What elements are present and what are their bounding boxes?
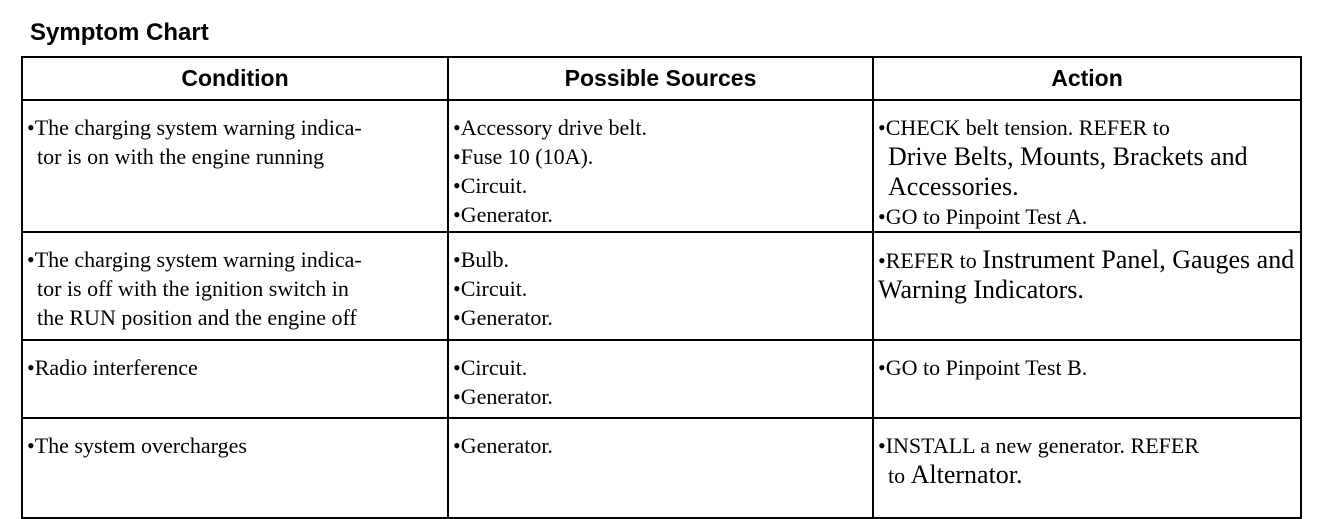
header-possible-sources: Possible Sources [448,57,873,100]
header-row [22,57,1301,100]
page-title: Symptom Chart [30,19,209,46]
source-item: •Generator. [453,202,553,227]
condition-line: tor is off with the ignition switch in [37,276,349,301]
table-row [22,340,1301,418]
table-row [22,232,1301,340]
sources-cell [448,232,873,340]
table-row [22,100,1301,232]
source-item: •Generator. [453,305,553,330]
condition-cell [22,340,448,418]
source-item: •Circuit. [453,276,528,301]
condition-line: •The system overcharges [27,433,247,458]
symptom-chart-table [21,56,1302,519]
header-condition: Condition [22,57,448,100]
source-item: •Circuit. [453,173,528,198]
condition-line: •Radio interference [27,355,198,380]
action-reference: Instrument Panel, Gauges and Warning Indicators. [878,245,1295,304]
condition-cell [22,418,448,518]
action-text: •REFER to [878,248,977,273]
action-cell [873,100,1301,232]
action-reference: Alternator. [910,460,1023,489]
action-cell [873,232,1301,340]
source-item: •Bulb. [453,247,509,272]
condition-cell [22,100,448,232]
header-action: Action [873,57,1301,100]
condition-line: the RUN position and the engine off [37,305,357,330]
action-reference: Drive Belts, Mounts, Brackets and Accessories. [888,142,1248,201]
source-item: •Generator. [453,433,553,458]
action-cell [873,340,1301,418]
action-text: •CHECK belt tension. REFER to [878,115,1170,140]
condition-line: •The charging system warning indica- [27,247,362,272]
sources-cell [448,340,873,418]
condition-cell [22,232,448,340]
table-row [22,418,1301,518]
sources-cell [448,100,873,232]
condition-line: tor is on with the engine running [37,144,325,169]
sources-cell [448,418,873,518]
source-item: •Generator. [453,384,553,409]
action-text: •GO to Pinpoint Test A. [878,204,1088,229]
action-text: to [888,463,906,488]
source-item: •Accessory drive belt. [453,115,648,140]
action-cell [873,418,1301,518]
condition-line: •The charging system warning indica- [27,115,362,140]
source-item: •Fuse 10 (10A). [453,144,594,169]
action-text: •INSTALL a new generator. REFER [878,433,1199,458]
action-reference-line [878,460,1296,490]
action-text: •GO to Pinpoint Test B. [878,355,1088,380]
source-item: •Circuit. [453,355,528,380]
